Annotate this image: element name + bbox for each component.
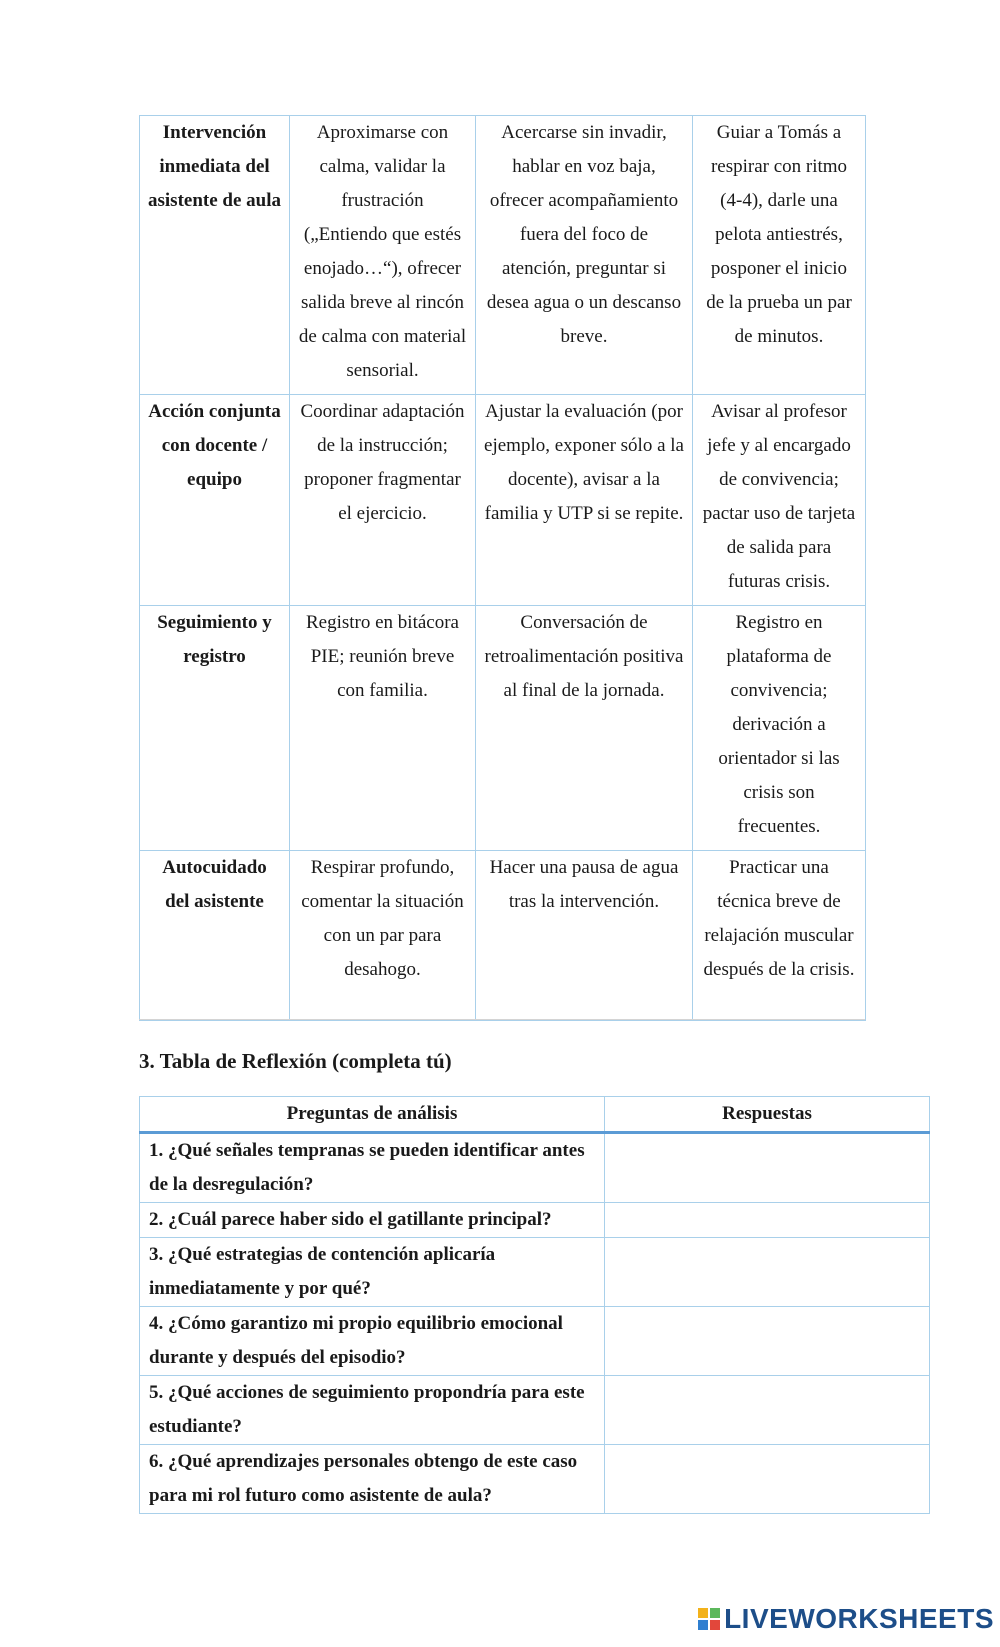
table-header-row <box>140 1097 930 1133</box>
section-title: 3. Tabla de Reflexión (completa tú) <box>139 1049 452 1073</box>
logo-block <box>710 1608 720 1618</box>
table-cell: Hacer una pausa de agua tras la intervención. <box>476 851 693 1021</box>
table-cell: Registro en plataforma de convivencia; derivación a orientador si las crisis son frecuentes. <box>693 606 866 851</box>
answer-field[interactable] <box>605 1445 930 1514</box>
table-row <box>140 1445 930 1514</box>
answer-field[interactable] <box>605 1133 930 1203</box>
answers-header: Respuestas <box>605 1097 930 1133</box>
table-cell: Practicar una técnica breve de relajación muscular después de la crisis. <box>693 851 866 1021</box>
question-text: 3. ¿Qué estrategias de contención aplicaría inmediatamente y por qué? <box>140 1238 605 1307</box>
table-row <box>140 606 866 851</box>
row-heading: Intervención inmediata del asistente de aula <box>140 116 290 395</box>
question-text: 1. ¿Qué señales tempranas se pueden identificar antes de la desregulación? <box>140 1133 605 1203</box>
question-text: 2. ¿Cuál parece haber sido el gatillante principal? <box>140 1203 605 1238</box>
section-divider <box>139 1019 865 1020</box>
row-heading: Autocuidado del asistente <box>140 851 290 1021</box>
row-heading: Seguimiento y registro <box>140 606 290 851</box>
answer-field[interactable] <box>605 1238 930 1307</box>
table-row <box>140 1238 930 1307</box>
table-cell: Respirar profundo, comentar la situación con un par para desahogo. <box>290 851 476 1021</box>
logo-block <box>710 1620 720 1630</box>
answer-field[interactable] <box>605 1307 930 1376</box>
table-cell: Acercarse sin invadir, hablar en voz baja, ofrecer acompañamiento fuera del foco de atención, preguntar si desea agua o un descanso breve. <box>476 116 693 395</box>
table-cell: Aproximarse con calma, validar la frustración („Entiendo que estés enojado…“), ofrecer salida breve al rincón de calma con material sensorial. <box>290 116 476 395</box>
answer-field[interactable] <box>605 1203 930 1238</box>
table-cell: Registro en bitácora PIE; reunión breve con familia. <box>290 606 476 851</box>
table-cell: Ajustar la evaluación (por ejemplo, exponer sólo a la docente), avisar a la familia y UTP si se repite. <box>476 395 693 606</box>
question-text: 4. ¿Cómo garantizo mi propio equilibrio emocional durante y después del episodio? <box>140 1307 605 1376</box>
logo-block <box>698 1608 708 1618</box>
table-row <box>140 851 866 1021</box>
table-row <box>140 1203 930 1238</box>
table-row <box>140 1307 930 1376</box>
table-cell: Guiar a Tomás a respirar con ritmo (4-4), darle una pelota antiestrés, posponer el inicio de la prueba un par de minutos. <box>693 116 866 395</box>
reflection-table <box>139 1096 930 1514</box>
table-row <box>140 395 866 606</box>
row-heading: Acción conjunta con docente / equipo <box>140 395 290 606</box>
table-row <box>140 116 866 395</box>
table-cell: Conversación de retroalimentación positiva al final de la jornada. <box>476 606 693 851</box>
table-row <box>140 1133 930 1203</box>
strategy-table <box>139 115 866 1021</box>
liveworksheets-logo <box>698 1603 994 1635</box>
logo-block <box>698 1620 708 1630</box>
logo-blocks-icon <box>698 1608 720 1630</box>
questions-header: Preguntas de análisis <box>140 1097 605 1133</box>
table-cell: Coordinar adaptación de la instrucción; proponer fragmentar el ejercicio. <box>290 395 476 606</box>
table-cell: Avisar al profesor jefe y al encargado de convivencia; pactar uso de tarjeta de salida para futuras crisis. <box>693 395 866 606</box>
question-text: 6. ¿Qué aprendizajes personales obtengo de este caso para mi rol futuro como asistente de aula? <box>140 1445 605 1514</box>
table-row <box>140 1376 930 1445</box>
logo-text: LIVEWORKSHEETS <box>724 1603 994 1634</box>
question-text: 5. ¿Qué acciones de seguimiento propondría para este estudiante? <box>140 1376 605 1445</box>
answer-field[interactable] <box>605 1376 930 1445</box>
